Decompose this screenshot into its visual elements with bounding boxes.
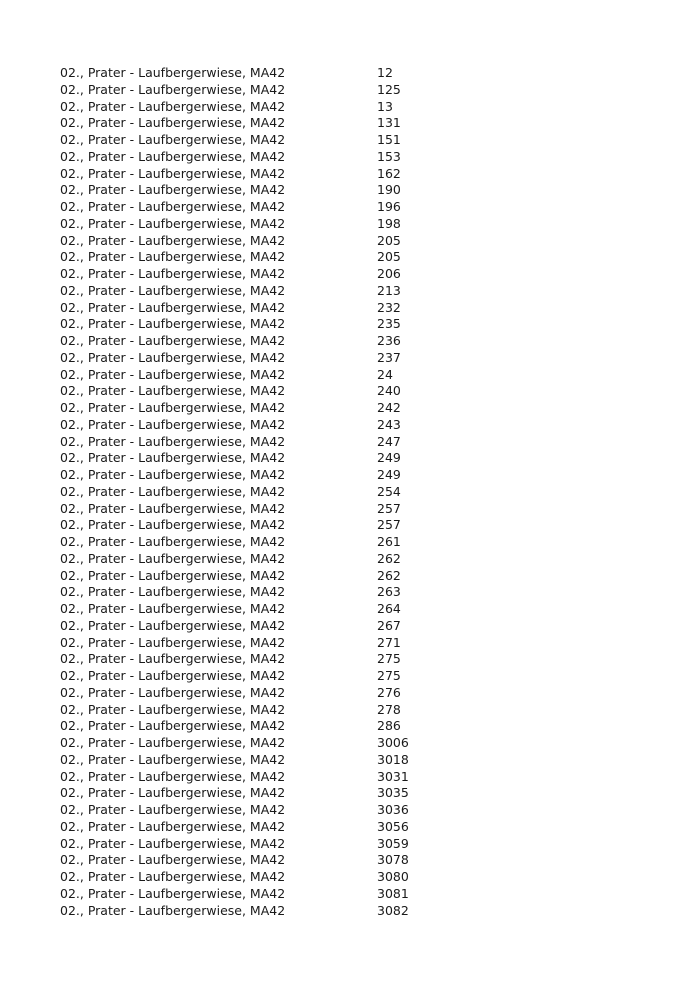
list-item: [60, 819, 480, 836]
number-text: 267: [377, 617, 401, 633]
number-text: 196: [377, 199, 401, 214]
number-text: 3031: [377, 768, 409, 784]
list-item: [60, 869, 480, 886]
list-item: [60, 82, 480, 99]
location-text: 02., Prater - Laufbergerwiese, MA42: [60, 249, 286, 265]
location-text: 02., Prater - Laufbergerwiese, MA42: [60, 567, 286, 583]
location-text: 02., Prater - Laufbergerwiese, MA42: [60, 902, 286, 918]
list-item: [60, 300, 480, 317]
location-text: 02., Prater - Laufbergerwiese, MA42: [60, 65, 286, 80]
location-text: 02., Prater - Laufbergerwiese, MA42: [60, 333, 286, 348]
list-item: [60, 601, 480, 618]
number-text: 278: [377, 701, 401, 717]
location-text: 02., Prater - Laufbergerwiese, MA42: [60, 869, 286, 884]
list-item: [60, 333, 480, 350]
number-text: 3035: [377, 785, 409, 801]
list-item: [60, 551, 480, 568]
location-text: 02., Prater - Laufbergerwiese, MA42: [60, 98, 286, 114]
entry-list: [60, 65, 480, 919]
location-text: 02., Prater - Laufbergerwiese, MA42: [60, 199, 286, 214]
location-text: 02., Prater - Laufbergerwiese, MA42: [60, 416, 286, 432]
location-text: 02., Prater - Laufbergerwiese, MA42: [60, 148, 286, 164]
location-text: 02., Prater - Laufbergerwiese, MA42: [60, 299, 286, 315]
list-item: [60, 434, 480, 451]
list-item: [60, 802, 480, 819]
location-text: 02., Prater - Laufbergerwiese, MA42: [60, 366, 286, 382]
list-item: [60, 668, 480, 685]
number-text: 162: [377, 165, 401, 181]
list-item: [60, 367, 480, 384]
list-item: [60, 450, 480, 467]
list-item: [60, 635, 480, 652]
location-text: 02., Prater - Laufbergerwiese, MA42: [60, 165, 286, 181]
number-text: 254: [377, 483, 401, 499]
number-text: 261: [377, 534, 401, 549]
list-item: [60, 484, 480, 501]
location-text: 02., Prater - Laufbergerwiese, MA42: [60, 483, 286, 499]
location-text: 02., Prater - Laufbergerwiese, MA42: [60, 601, 286, 616]
number-text: 151: [377, 132, 401, 147]
location-text: 02., Prater - Laufbergerwiese, MA42: [60, 617, 286, 633]
list-item: [60, 836, 480, 853]
number-text: 153: [377, 148, 401, 164]
number-text: 3082: [377, 902, 409, 918]
list-item: [60, 249, 480, 266]
number-text: 12: [377, 65, 393, 80]
number-text: 263: [377, 584, 401, 600]
number-text: 13: [377, 98, 393, 114]
list-item: [60, 852, 480, 869]
number-text: 232: [377, 299, 401, 315]
location-text: 02., Prater - Laufbergerwiese, MA42: [60, 835, 286, 851]
list-item: [60, 467, 480, 484]
number-text: 276: [377, 684, 401, 700]
number-text: 131: [377, 115, 401, 131]
location-text: 02., Prater - Laufbergerwiese, MA42: [60, 316, 286, 332]
number-text: 262: [377, 567, 401, 583]
list-item: [60, 903, 480, 920]
list-item: [60, 283, 480, 300]
number-text: 236: [377, 333, 401, 348]
location-text: 02., Prater - Laufbergerwiese, MA42: [60, 684, 286, 700]
list-item: [60, 65, 480, 82]
number-text: 3078: [377, 852, 409, 868]
location-text: 02., Prater - Laufbergerwiese, MA42: [60, 467, 286, 482]
list-item: [60, 182, 480, 199]
number-text: 3018: [377, 751, 409, 767]
number-text: 3081: [377, 885, 409, 901]
number-text: 249: [377, 467, 401, 482]
list-item: [60, 216, 480, 233]
number-text: 3080: [377, 869, 409, 884]
location-text: 02., Prater - Laufbergerwiese, MA42: [60, 349, 286, 365]
location-text: 02., Prater - Laufbergerwiese, MA42: [60, 450, 286, 466]
number-text: 271: [377, 634, 401, 650]
location-text: 02., Prater - Laufbergerwiese, MA42: [60, 651, 286, 667]
location-text: 02., Prater - Laufbergerwiese, MA42: [60, 668, 286, 683]
number-text: 264: [377, 601, 401, 616]
number-text: 247: [377, 433, 401, 449]
list-item: [60, 233, 480, 250]
location-text: 02., Prater - Laufbergerwiese, MA42: [60, 81, 286, 97]
location-text: 02., Prater - Laufbergerwiese, MA42: [60, 400, 286, 415]
list-item: [60, 718, 480, 735]
location-text: 02., Prater - Laufbergerwiese, MA42: [60, 751, 286, 767]
list-item: [60, 383, 480, 400]
location-text: 02., Prater - Laufbergerwiese, MA42: [60, 517, 286, 533]
number-text: 243: [377, 416, 401, 432]
number-text: 125: [377, 81, 401, 97]
list-item: [60, 886, 480, 903]
list-item: [60, 517, 480, 534]
location-text: 02., Prater - Laufbergerwiese, MA42: [60, 818, 286, 834]
location-text: 02., Prater - Laufbergerwiese, MA42: [60, 785, 286, 801]
number-text: 242: [377, 400, 401, 415]
number-text: 206: [377, 266, 401, 281]
list-item: [60, 618, 480, 635]
location-text: 02., Prater - Laufbergerwiese, MA42: [60, 182, 286, 198]
location-text: 02., Prater - Laufbergerwiese, MA42: [60, 282, 286, 298]
number-text: 3006: [377, 735, 409, 750]
number-text: 257: [377, 517, 401, 533]
number-text: 240: [377, 383, 401, 399]
location-text: 02., Prater - Laufbergerwiese, MA42: [60, 735, 286, 750]
number-text: 205: [377, 249, 401, 265]
list-item: [60, 316, 480, 333]
list-item: [60, 417, 480, 434]
list-item: [60, 752, 480, 769]
list-item: [60, 166, 480, 183]
location-text: 02., Prater - Laufbergerwiese, MA42: [60, 232, 286, 248]
number-text: 275: [377, 651, 401, 667]
list-item: [60, 702, 480, 719]
location-text: 02., Prater - Laufbergerwiese, MA42: [60, 550, 286, 566]
location-text: 02., Prater - Laufbergerwiese, MA42: [60, 534, 286, 549]
number-text: 262: [377, 550, 401, 566]
number-text: 3036: [377, 802, 409, 817]
location-text: 02., Prater - Laufbergerwiese, MA42: [60, 500, 286, 516]
list-item: [60, 149, 480, 166]
number-text: 213: [377, 282, 401, 298]
location-text: 02., Prater - Laufbergerwiese, MA42: [60, 266, 286, 281]
list-item: [60, 651, 480, 668]
list-item: [60, 735, 480, 752]
list-item: [60, 501, 480, 518]
list-item: [60, 685, 480, 702]
number-text: 235: [377, 316, 401, 332]
list-item: [60, 400, 480, 417]
number-text: 3059: [377, 835, 409, 851]
list-item: [60, 99, 480, 116]
number-text: 257: [377, 500, 401, 516]
number-text: 3056: [377, 818, 409, 834]
location-text: 02., Prater - Laufbergerwiese, MA42: [60, 852, 286, 868]
list-item: [60, 769, 480, 786]
location-text: 02., Prater - Laufbergerwiese, MA42: [60, 584, 286, 600]
list-item: [60, 266, 480, 283]
number-text: 198: [377, 215, 401, 231]
list-item: [60, 115, 480, 132]
location-text: 02., Prater - Laufbergerwiese, MA42: [60, 768, 286, 784]
location-text: 02., Prater - Laufbergerwiese, MA42: [60, 718, 286, 734]
list-item: [60, 199, 480, 216]
list-item: [60, 350, 480, 367]
list-item: [60, 132, 480, 149]
location-text: 02., Prater - Laufbergerwiese, MA42: [60, 383, 286, 399]
list-item: [60, 785, 480, 802]
location-text: 02., Prater - Laufbergerwiese, MA42: [60, 115, 286, 131]
list-item: [60, 534, 480, 551]
number-text: 24: [377, 366, 393, 382]
location-text: 02., Prater - Laufbergerwiese, MA42: [60, 634, 286, 650]
location-text: 02., Prater - Laufbergerwiese, MA42: [60, 885, 286, 901]
number-text: 249: [377, 450, 401, 466]
list-item: [60, 568, 480, 585]
number-text: 205: [377, 232, 401, 248]
location-text: 02., Prater - Laufbergerwiese, MA42: [60, 433, 286, 449]
number-text: 275: [377, 668, 401, 683]
location-text: 02., Prater - Laufbergerwiese, MA42: [60, 802, 286, 817]
number-text: 286: [377, 718, 401, 734]
list-item: [60, 584, 480, 601]
number-text: 237: [377, 349, 401, 365]
location-text: 02., Prater - Laufbergerwiese, MA42: [60, 215, 286, 231]
number-text: 190: [377, 182, 401, 198]
location-text: 02., Prater - Laufbergerwiese, MA42: [60, 701, 286, 717]
location-text: 02., Prater - Laufbergerwiese, MA42: [60, 132, 286, 147]
